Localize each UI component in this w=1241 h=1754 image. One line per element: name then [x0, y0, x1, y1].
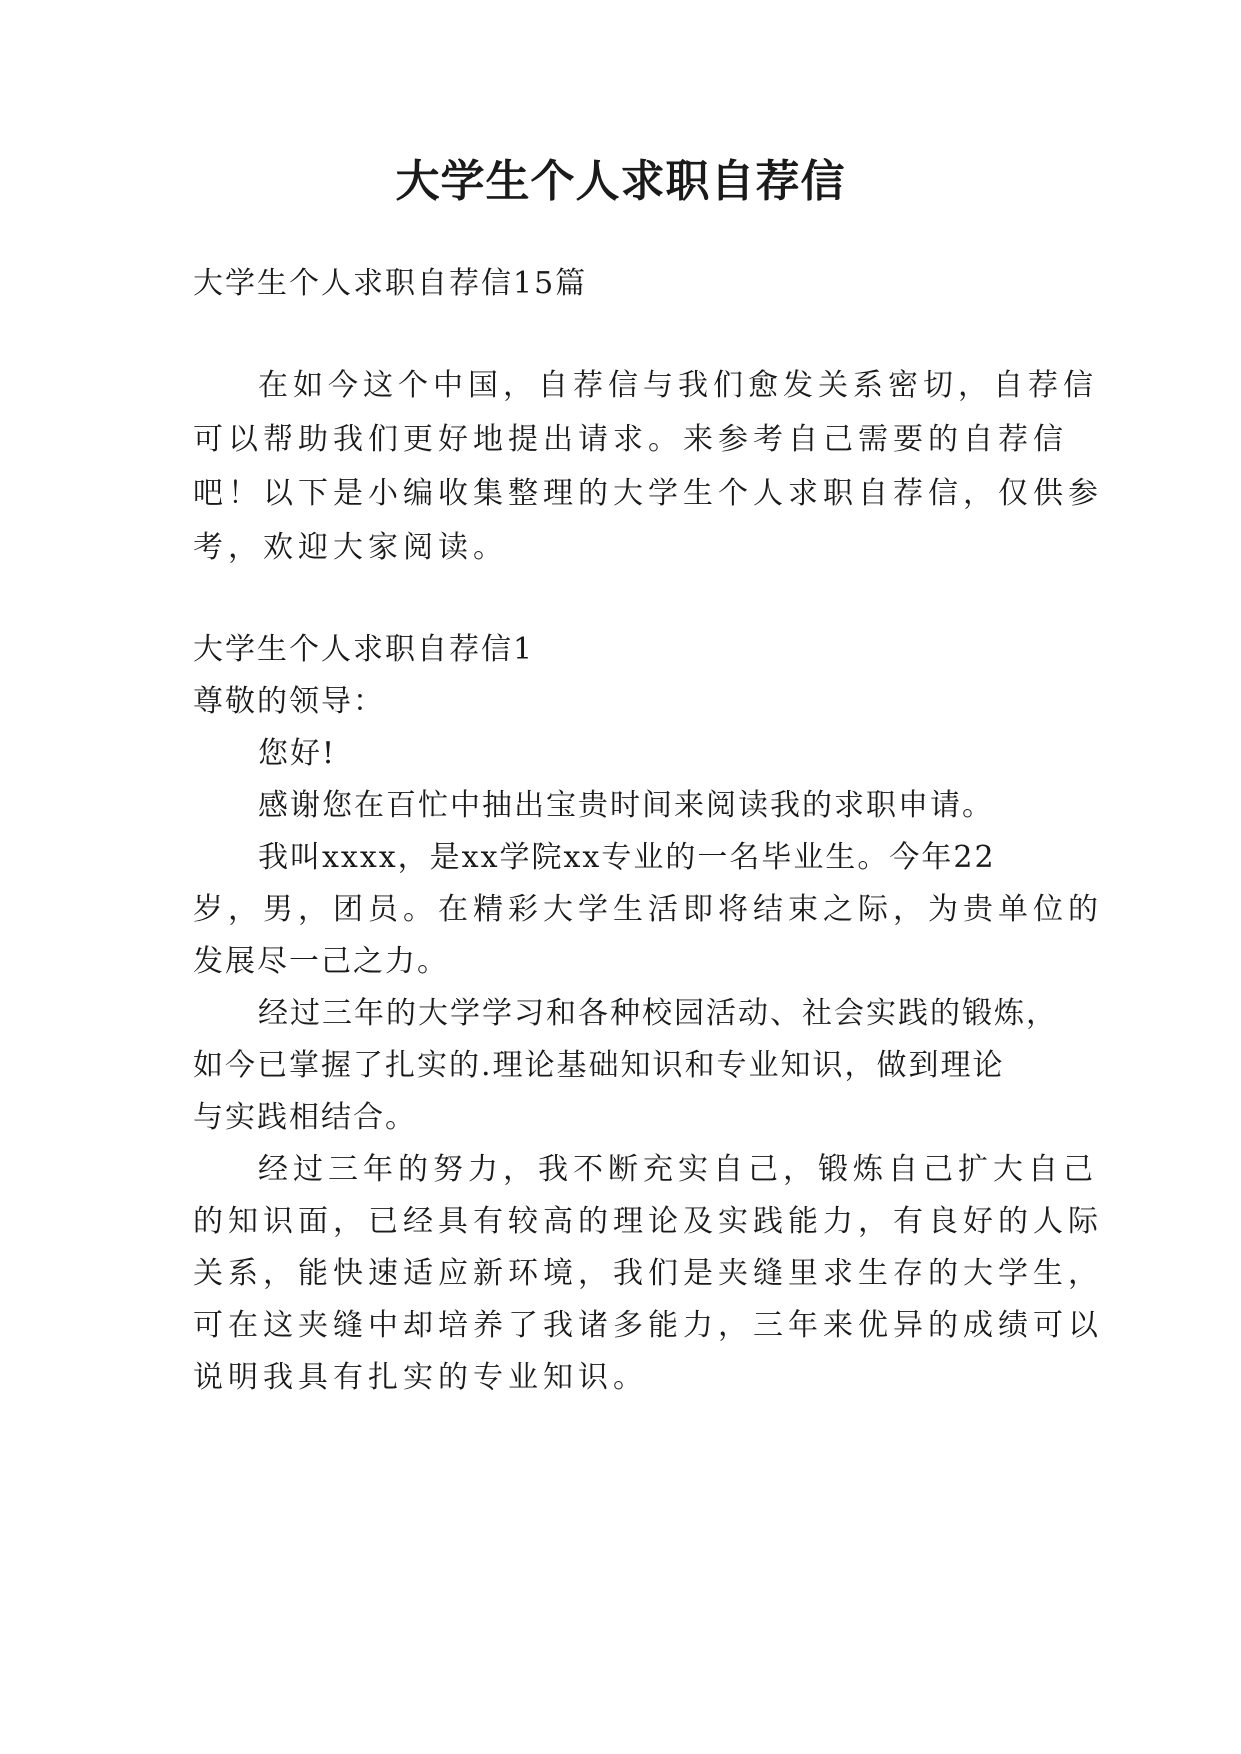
para-effort-line-5: 说明我具有扎实的专业知识。 [193, 1360, 648, 1395]
document-title: 大学生个人求职自荐信 [395, 156, 846, 207]
para-effort-line-4: 可在这夹缝中却培养了我诸多能力，三年来优异的成绩可以 [193, 1308, 1103, 1343]
para-intro-line-3: 发展尽一己之力。 [193, 944, 449, 979]
intro-line-3: 吧！以下是小编收集整理的大学生个人求职自荐信，仅供参 [193, 476, 1103, 511]
para-effort-line-2: 的知识面，已经具有较高的理论及实践能力，有良好的人际 [193, 1204, 1103, 1239]
intro-line-4: 考，欢迎大家阅读。 [193, 530, 508, 565]
document-subtitle: 大学生个人求职自荐信15篇 [193, 266, 588, 301]
para-study-line-1: 经过三年的大学学习和各种校园活动、社会实践的锻炼， [258, 996, 1058, 1031]
para-intro-line-2: 岁，男，团员。在精彩大学生活即将结束之际，为贵单位的 [193, 892, 1103, 927]
letter-heading: 大学生个人求职自荐信1 [193, 632, 535, 667]
intro-line-1: 在如今这个中国，自荐信与我们愈发关系密切，自荐信 [258, 368, 1098, 403]
para-effort-line-1: 经过三年的努力，我不断充实自己，锻炼自己扩大自己 [258, 1152, 1098, 1187]
para-thanks: 感谢您在百忙中抽出宝贵时间来阅读我的求职申请。 [258, 788, 994, 823]
intro-line-2: 可以帮助我们更好地提出请求。来参考自己需要的自荐信 [193, 422, 1068, 457]
para-effort-line-3: 关系，能快速适应新环境，我们是夹缝里求生存的大学生， [193, 1256, 1103, 1291]
para-study-line-2: 如今已掌握了扎实的.理论基础知识和专业知识，做到理论 [193, 1048, 1005, 1083]
salutation: 尊敬的领导： [193, 684, 385, 719]
greeting: 您好! [258, 736, 337, 771]
para-intro-line-1: 我叫xxxx，是xx学院xx专业的一名毕业生。今年22 [258, 840, 996, 875]
para-study-line-3: 与实践相结合。 [193, 1100, 417, 1135]
